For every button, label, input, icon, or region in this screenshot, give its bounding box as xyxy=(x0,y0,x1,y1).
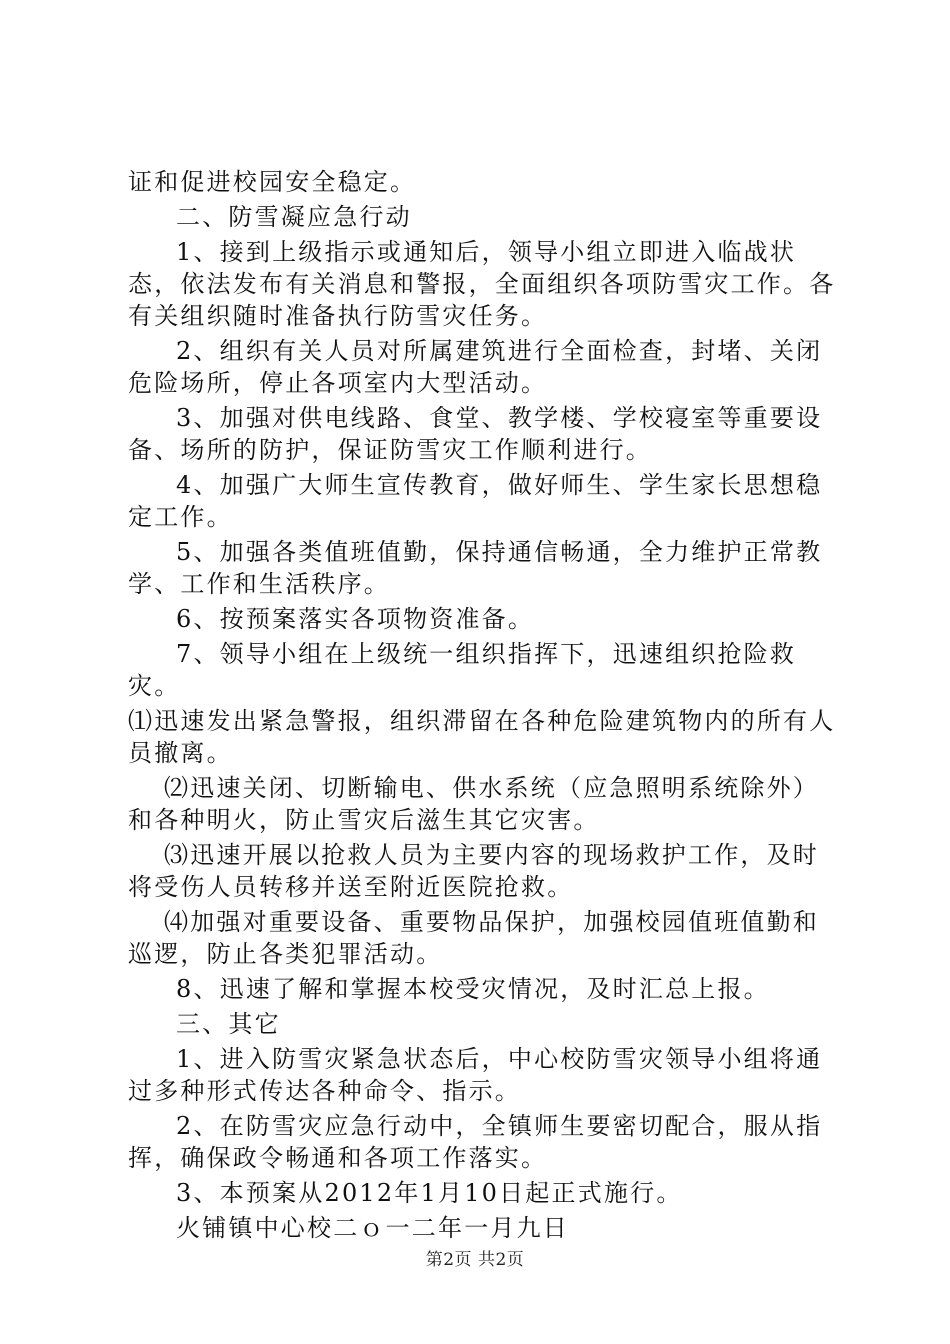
other-item-1: 1、进入防雪灾紧急状态后，中心校防雪灾领导小组将通过多种形式传达各种命令、指示。 xyxy=(128,1045,823,1105)
document-body xyxy=(128,166,838,1247)
sub-item-3: ⑶迅速开展以抢救人员为主要内容的现场救护工作，及时将受伤人员转移并送至附近医院抢救。 xyxy=(128,841,819,901)
section-heading-3: 三、其它 xyxy=(176,1010,281,1038)
sub-item-4: ⑷加强对重要设备、重要物品保护，加强校园值班值勤和巡逻，防止各类犯罪活动。 xyxy=(128,908,819,968)
paragraph-item-8: 8、迅速了解和掌握本校受灾情况，及时汇总上报。 xyxy=(176,975,770,1003)
section-heading-2: 二、防雪凝应急行动 xyxy=(176,203,412,231)
other-item-2: 2、在防雪灾应急行动中，全镇师生要密切配合，服从指挥，确保政令畅通和各项工作落实。 xyxy=(128,1112,823,1172)
paragraph-item-6: 6、按预案落实各项物资准备。 xyxy=(176,605,535,633)
sub-item-1: ⑴迅速发出紧急警报，组织滞留在各种危险建筑物内的所有人员撤离。 xyxy=(128,707,836,767)
paragraph-item-5: 5、加强各类值班值勤，保持通信畅通，全力维护正常教学、工作和生活秩序。 xyxy=(128,538,823,598)
other-item-3: 3、本预案从2012年1月10日起正式施行。 xyxy=(176,1179,683,1207)
paragraph-item-7: 7、领导小组在上级统一组织指挥下，迅速组织抢险救灾。 xyxy=(128,640,797,700)
paragraph-continuation: 证和促进校园安全稳定。 xyxy=(128,168,417,196)
signature-date: 火铺镇中心校二ｏ一二年一月九日 xyxy=(176,1214,569,1242)
paragraph-item-1: 1、接到上级指示或通知后，领导小组立即进入临战状态，依法发布有关消息和警报，全面组织各项防雪灾工作。各有关组织随时准备执行防雪灾任务。 xyxy=(128,238,836,330)
sub-item-2: ⑵迅速关闭、切断输电、供水系统（应急照明系统除外）和各种明火，防止雪灾后滋生其它灾害。 xyxy=(128,774,819,834)
paragraph-item-2: 2、组织有关人员对所属建筑进行全面检查，封堵、关闭危险场所，停止各项室内大型活动。 xyxy=(128,337,823,397)
page-footer: 第2页 共2页 xyxy=(425,1250,525,1270)
paragraph-item-4: 4、加强广大师生宣传教育，做好师生、学生家长思想稳定工作。 xyxy=(128,471,823,531)
paragraph-item-3: 3、加强对供电线路、食堂、教学楼、学校寝室等重要设备、场所的防护，保证防雪灾工作顺利进行。 xyxy=(128,404,823,464)
